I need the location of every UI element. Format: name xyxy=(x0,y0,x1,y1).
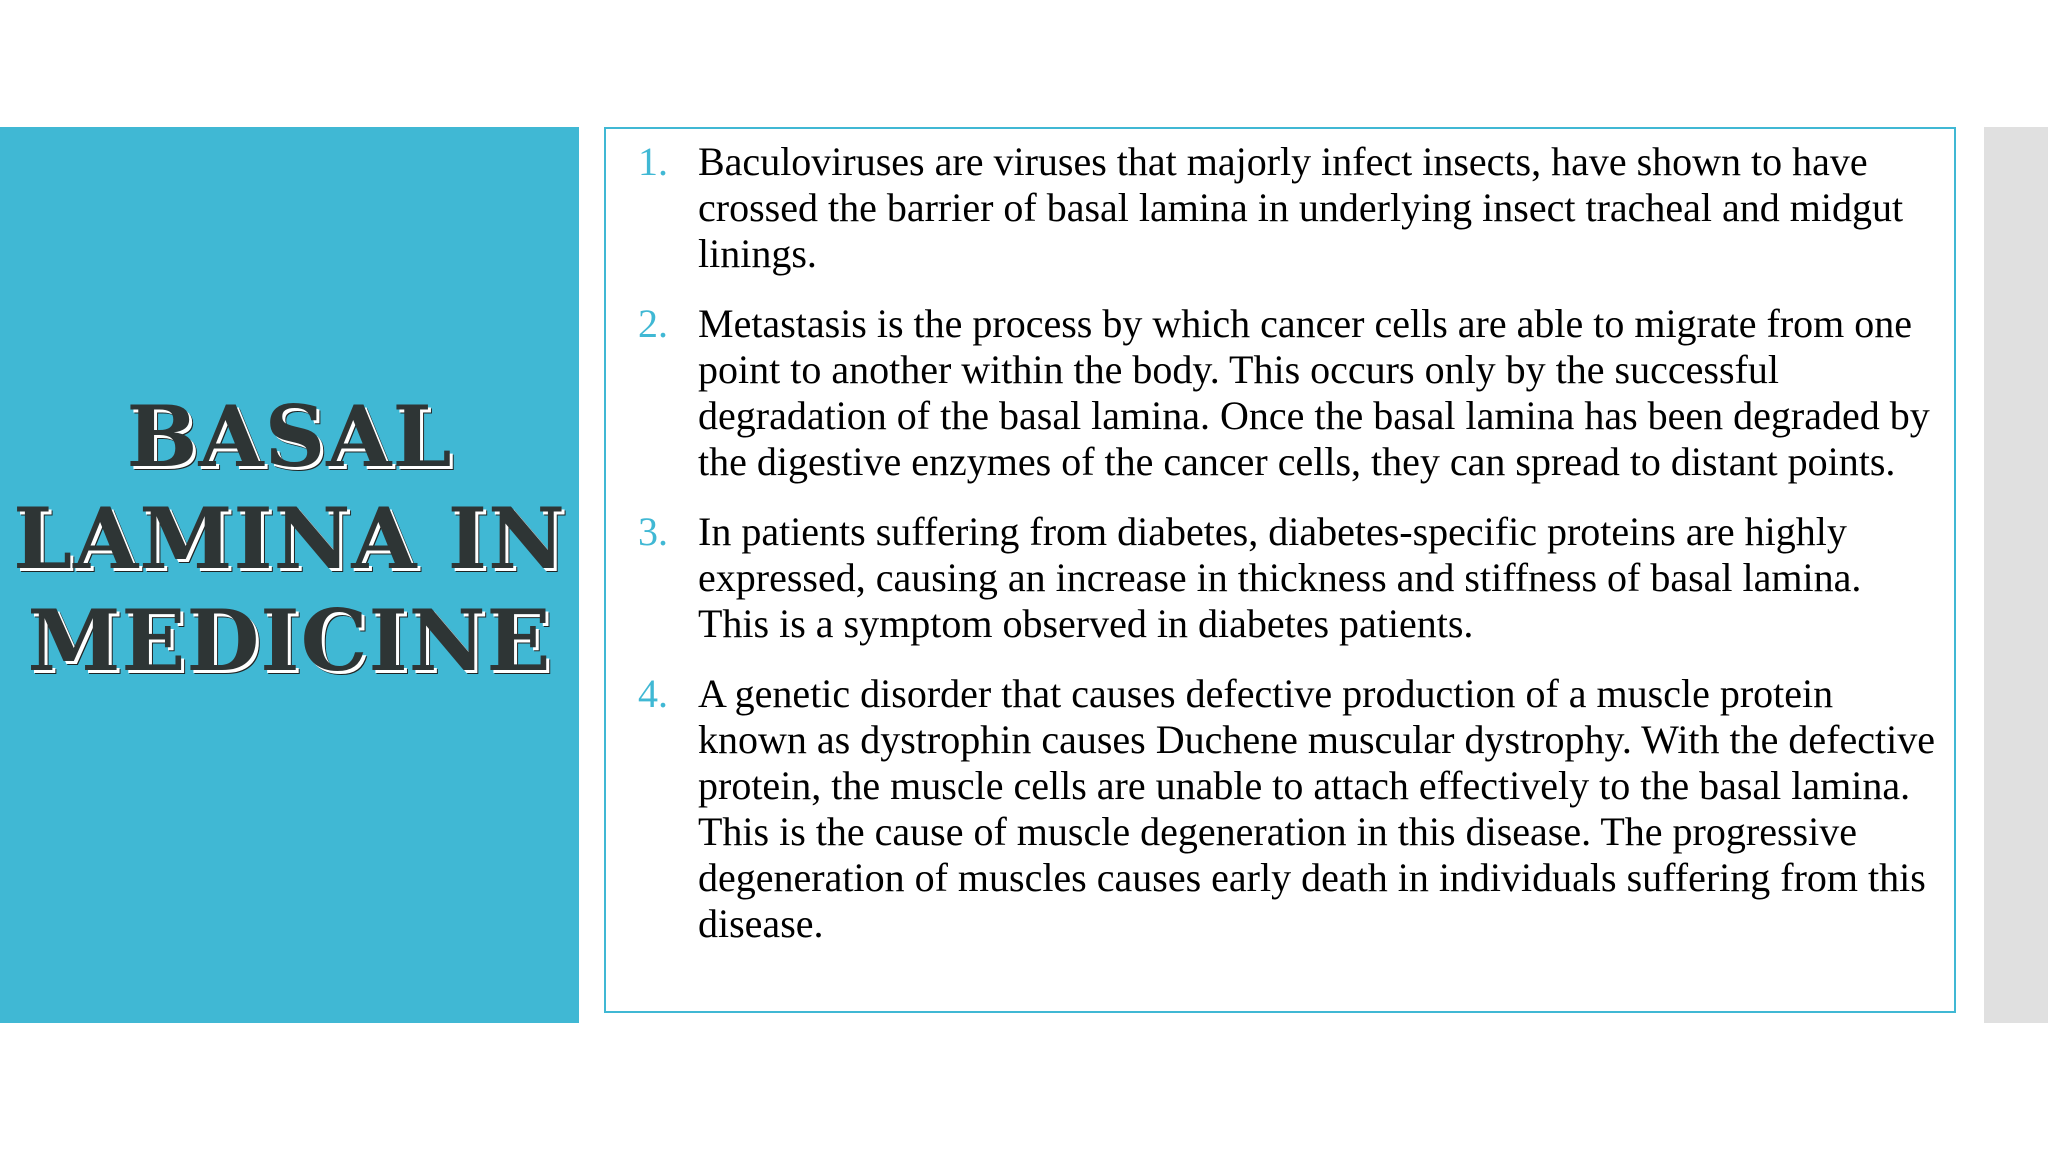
numbered-list xyxy=(606,129,1954,947)
content-box xyxy=(604,127,1956,1013)
title-line-2: LAMINA IN xyxy=(13,489,566,588)
title-line-3: MEDICINE xyxy=(27,591,552,690)
list-item xyxy=(606,509,1940,647)
list-item-number: 2. xyxy=(638,301,668,346)
list-item-text: In patients suffering from diabetes, diabetes-specific proteins are highly expressed, causing an increase in thickness and stiffness of basal lamina. This is a symptom observed in diabetes patients. xyxy=(698,509,1862,646)
title-line-1: BASAL xyxy=(126,387,453,486)
list-item xyxy=(606,301,1940,485)
list-item xyxy=(606,671,1940,947)
right-side-strip xyxy=(1984,127,2048,1023)
list-item-number: 3. xyxy=(638,509,668,554)
list-item xyxy=(606,139,1940,277)
slide-title xyxy=(13,386,566,692)
list-item-number: 1. xyxy=(638,139,668,184)
title-panel xyxy=(0,127,579,1023)
list-item-text: Baculoviruses are viruses that majorly infect insects, have shown to have crossed the barrier of basal lamina in underlying insect tracheal and midgut linings. xyxy=(698,139,1904,276)
list-item-text: Metastasis is the process by which cancer cells are able to migrate from one point to another within the body. This occurs only by the successful degradation of the basal lamina. Once the basal lamina has been degraded by the digestive enzymes of the cancer cells, they can spread to distant points. xyxy=(698,301,1930,484)
list-item-text: A genetic disorder that causes defective production of a muscle protein known as dystrophin causes Duchene muscular dystrophy. With the defective protein, the muscle cells are unable to attach effectively to the basal lamina. This is the cause of muscle degeneration in this disease. The progressive degeneration of muscles causes early death in individuals suffering from this disease. xyxy=(698,671,1935,946)
list-item-number: 4. xyxy=(638,671,668,716)
